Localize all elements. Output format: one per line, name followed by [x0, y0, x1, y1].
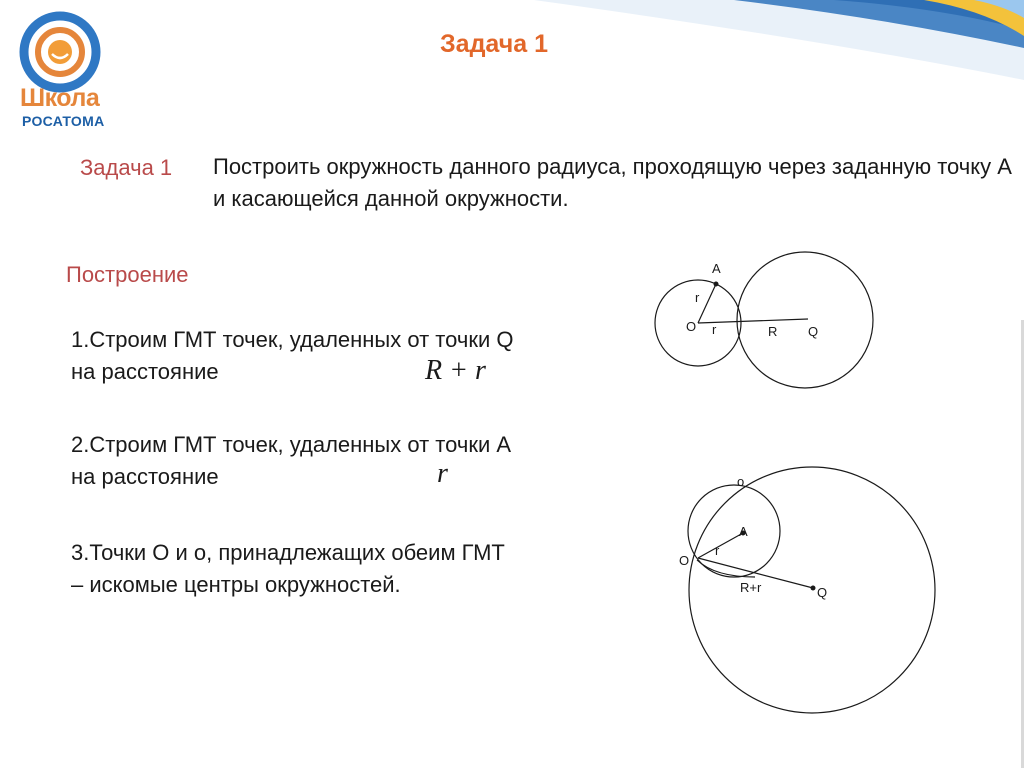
label-R: R [768, 324, 778, 339]
formula-R-plus-r: R + r [425, 355, 486, 386]
label-Q: Q [817, 585, 828, 600]
label-r: r [715, 543, 720, 558]
construction-heading: Построение [66, 262, 189, 287]
logo-text-school: Школа [20, 84, 100, 112]
slide-title: Задача 1 [440, 30, 548, 58]
label-R-plus-r: R+r [740, 580, 762, 595]
label-A: A [712, 261, 721, 276]
label-A: A [739, 524, 748, 539]
label-o: o [737, 474, 745, 489]
construction-step-3: 3.Точки О и о, принадлежащих обеим ГМТ – искомые центры окружностей. [71, 540, 505, 597]
task-label: Задача 1 [80, 155, 173, 180]
construction-step-2: 2.Строим ГМТ точек, удаленных от точки А на расстояние [71, 432, 512, 489]
label-O: O [679, 553, 690, 568]
task-statement: Построить окружность данного радиуса, проходящую через заданную точку А и касающейся данной окружности. [213, 154, 1012, 211]
locus-construction-diagram [665, 465, 935, 715]
label-O: O [686, 319, 697, 334]
construction-step-1: 1.Строим ГМТ точек, удаленных от точки Q на расстояние [71, 327, 514, 384]
label-Q: Q [808, 324, 819, 339]
formula-r: r [437, 458, 448, 489]
label-r-upper: r [695, 290, 700, 305]
tangent-circles-diagram [640, 245, 880, 390]
label-r-lower: r [712, 322, 717, 337]
large-circle [737, 252, 873, 388]
logo-text-rosatom: РОСАТОМА [22, 113, 105, 129]
circle-radius-r-around-A [688, 485, 780, 577]
